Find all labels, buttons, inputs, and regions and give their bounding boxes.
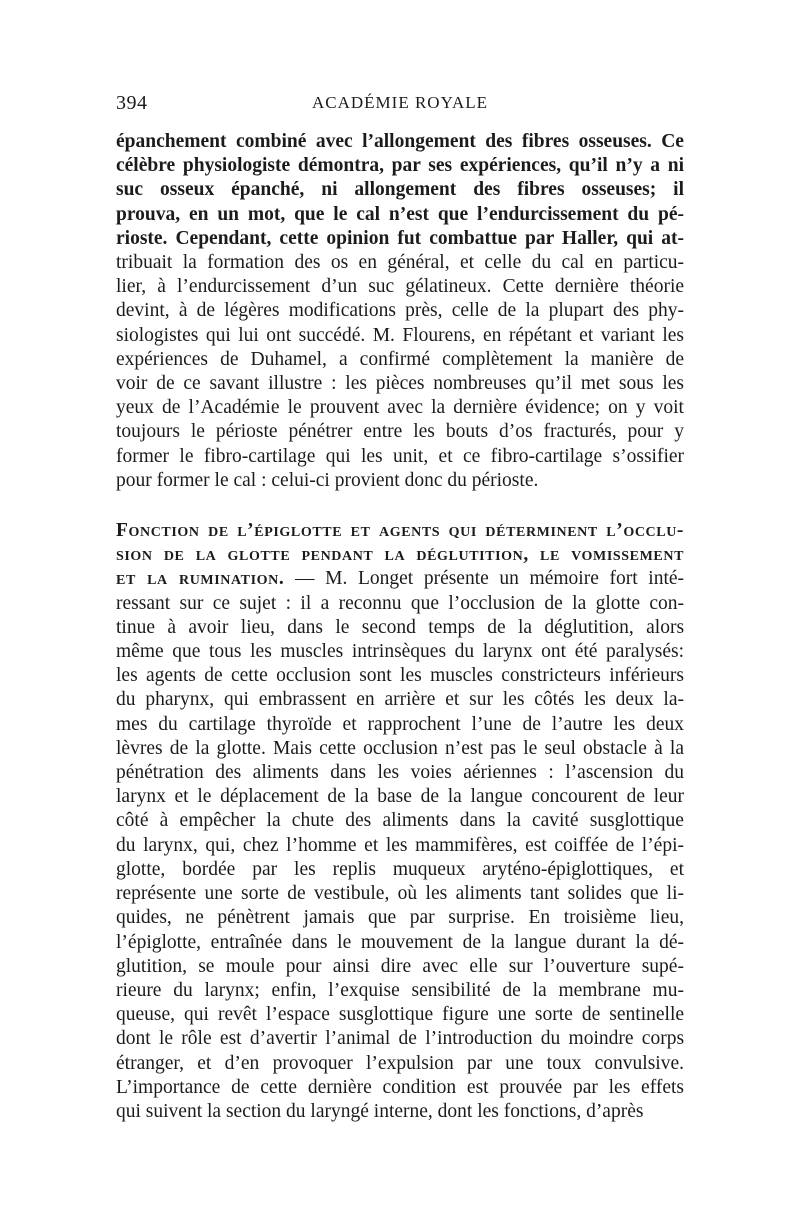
text-line: du larynx, qui, chez l’homme et les mammifères, est coiffée de l’épi- — [116, 834, 684, 856]
text-line: L’importance de cette dernière condition est prouvée par les effets — [116, 1076, 685, 1098]
text-line: quides, ne pénètrent jamais que par surprise. En troisième lieu, — [116, 907, 684, 929]
text-line-start: — M. Longet présente un mémoire fort inté- — [294, 568, 685, 590]
running-title: ACADÉMIE ROYALE — [311, 93, 489, 112]
text-line: lier, à l’endurcissement d’un suc gélatineux. Cette dernière théorie — [116, 276, 685, 298]
section-heading-line: Fonction de l’épiglotte et agents qui déterminent l’occlu- — [116, 520, 684, 542]
paragraph-fracture-healing — [116, 130, 684, 493]
text-line: l’épiglotte, entraînée dans le mouvement de la langue durant la dé- — [116, 931, 685, 953]
page-header — [116, 92, 684, 122]
text-line: lèvres de la glotte. Mais cette occlusion n’est pas le seul obstacle à la — [116, 737, 685, 759]
text-line: suc osseux épanché, ni allongement des fibres osseuses; il — [116, 179, 685, 201]
text-line: queuse, qui revêt l’espace susglottique figure une sorte de sentinelle — [116, 1004, 685, 1026]
text-line: épanchement combiné avec l’allongement des fibres osseuses. Ce — [116, 131, 684, 152]
text-line: glutition, se moule pour ainsi dire avec elle sur l’ouverture supé- — [116, 955, 684, 977]
text-line: dont le rôle est d’avertir l’animal de l’introduction du moindre corps — [116, 1028, 685, 1050]
text-line — [116, 567, 684, 591]
section-epiglottis — [116, 519, 684, 1124]
text-line: former le fibro-cartilage qui les unit, et ce fibro-cartilage s’ossifier — [116, 445, 685, 467]
text-line: larynx et le déplacement de la base de la langue concourent de leur — [116, 786, 685, 808]
page-number: 394 — [116, 92, 148, 114]
text-line: glotte, bordée par les replis muqueux aryténo-épiglottiques, et — [116, 858, 684, 880]
text-line: siologistes qui lui ont succédé. M. Flourens, en répétant et variant les — [116, 324, 684, 346]
text-line: qui suivent la section du laryngé interne, dont les fonctions, d’après — [116, 1100, 644, 1122]
text-line: rioste. Cependant, cette opinion fut combattue par Haller, qui at- — [116, 227, 685, 249]
text-line: célèbre physiologiste démontra, par ses expériences, qu’il n’y a ni — [116, 155, 685, 177]
section-heading-line: sion de la glotte pendant la déglutition, le vomissement — [116, 544, 685, 566]
text-line: mes du cartilage thyroïde et rapprochent l’une de l’autre les deux — [116, 713, 684, 735]
text-line: rieure du larynx; enfin, l’exquise sensibilité de la membrane mu- — [116, 979, 684, 1001]
text-line: yeux de l’Académie le prouvent avec la dernière évidence; on y voit — [116, 397, 684, 419]
text-line: tribuait la formation des os en général, et celle du cal en particu- — [116, 252, 685, 274]
text-line: ressant sur ce sujet : il a reconnu que l’occlusion de la glotte con- — [116, 592, 685, 614]
text-line: voir de ce savant illustre : les pièces nombreuses qu’il met sous les — [116, 373, 684, 395]
text-line: du pharynx, qui embrassent en arrière et sur les côtés les deux la- — [116, 689, 684, 711]
text-line: représente une sorte de vestibule, où les aliments tant solides que li- — [116, 883, 684, 905]
text-line: même que tous les muscles intrinsèques du larynx ont été paralysés: — [116, 641, 685, 663]
text-line: expériences de Duhamel, a confirmé complètement la manière de — [116, 348, 684, 370]
text-line: toujours le périoste pénétrer entre les bouts d’os fracturés, pour y — [116, 421, 684, 443]
text-line: pénétration des aliments dans les voies aériennes : l’ascension du — [116, 762, 684, 784]
text-line: côté à empêcher la chute des aliments dans la cavité susglottique — [116, 810, 684, 832]
text-line: étranger, et d’en provoquer l’expulsion par une toux convulsive. — [116, 1052, 685, 1074]
text-line: tinue à avoir lieu, dans le second temps de la déglutition, alors — [116, 616, 685, 638]
book-page — [116, 92, 684, 1124]
text-line: pour former le cal : celui-ci provient donc du périoste. — [116, 469, 539, 491]
text-line: devint, à de légères modifications près, celle de la plupart des phy- — [116, 300, 684, 322]
text-line: les agents de cette occlusion sont les muscles constricteurs inférieurs — [116, 665, 684, 687]
text-line: prouva, en un mot, que le cal n’est que l’endurcissement du pé- — [116, 203, 684, 225]
section-heading-tail: et la rumination. — [116, 568, 285, 590]
